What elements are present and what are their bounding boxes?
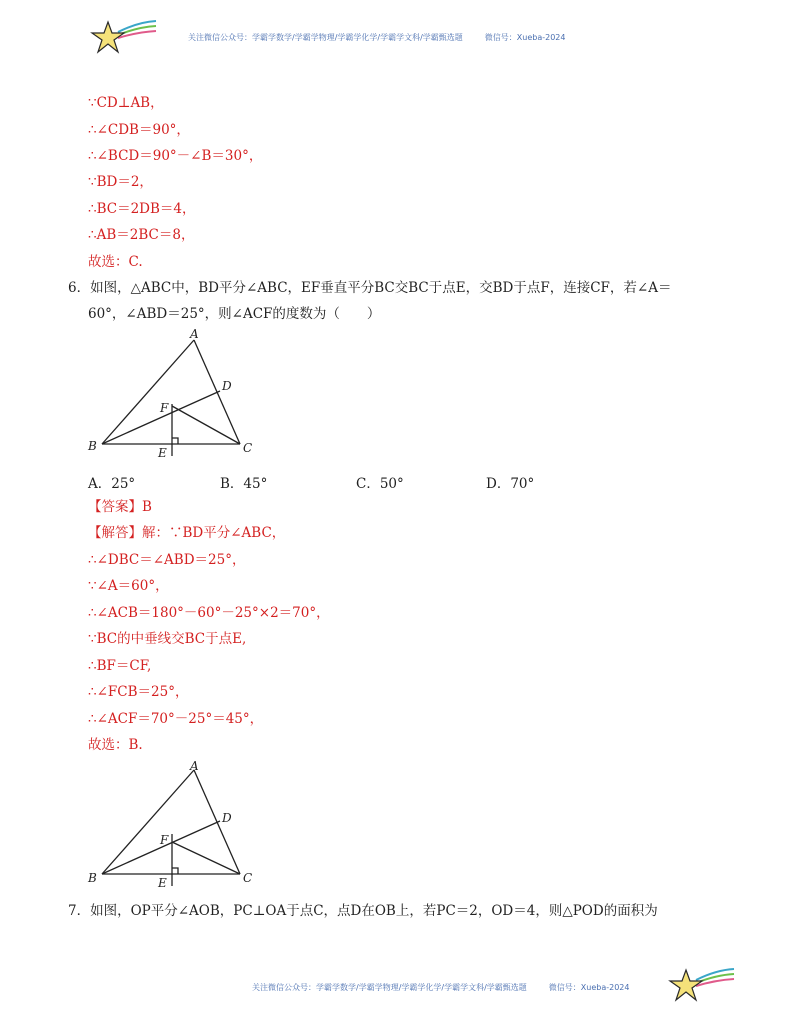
q6-solution-figure: [86, 756, 266, 892]
prev-solution-line: ∴AB＝2BC＝8，: [88, 227, 195, 243]
page-header: [188, 32, 565, 43]
solution-tag: 【解答】: [88, 525, 142, 541]
solution-line: ∴∠ACF＝70°－25°＝45°，: [88, 711, 264, 727]
answer-tag: 【答案】: [88, 499, 142, 515]
vertex-label-b: B: [88, 439, 97, 453]
q7-stem-line1: 7．如图，OP平分∠AOB，PC⊥OA于点C，点D在OB上，若PC＝2，OD＝4，则△POD的面积为: [68, 903, 658, 919]
solution-line: 故选：B.: [88, 737, 143, 753]
star-logo-icon: [88, 18, 160, 58]
header-account-text: 关注微信公众号：学霸学数学/学霸学物理/学霸学化学/学霸学文科/学霸甄选题: [188, 33, 463, 42]
q6-stem-line2: 60°，∠ABD＝25°，则∠ACF的度数为（ ）: [88, 306, 381, 322]
footer-wechat-id: 微信号：Xueba-2024: [548, 983, 630, 992]
solution-line: ∴∠DBC＝∠ABD＝25°，: [88, 552, 246, 568]
q6-triangle-figure: [86, 326, 266, 462]
answer-value: B: [142, 499, 152, 515]
footer-account-text: 关注微信公众号：学霸学数学/学霸学物理/学霸学化学/学霸学文科/学霸甄选题: [252, 983, 527, 992]
vertex-label-a: A: [190, 327, 199, 341]
vertex-label-f: F: [160, 401, 169, 415]
prev-solution-line: ∵CD⊥AB，: [88, 95, 164, 111]
vertex-label-e: E: [158, 876, 167, 890]
vertex-label-e: E: [158, 446, 167, 460]
prev-solution-line: 故选：C.: [88, 254, 143, 270]
q6-stem-line1: 6．如图，△ABC中，BD平分∠ABC，EF垂直平分BC交BC于点E，交BD于点F，连接CF，若∠A＝: [68, 280, 672, 296]
prev-solution-line: ∴∠BCD＝90°－∠B＝30°，: [88, 148, 263, 164]
q6-answer: [88, 498, 152, 516]
prev-solution-line: ∵BD＝2，: [88, 174, 153, 190]
solution-line: 解：∵BD平分∠ABC，: [142, 525, 286, 541]
vertex-label-d: D: [222, 811, 232, 825]
solution-line: ∵∠A＝60°，: [88, 578, 169, 594]
q6-option-d: D．70°: [486, 476, 535, 492]
solution-line: ∴∠FCB＝25°，: [88, 684, 189, 700]
solution-line: ∵BC的中垂线交BC于点E,: [88, 631, 247, 647]
q6-solution-first: [88, 524, 285, 542]
q6-option-b: B．45°: [220, 476, 268, 492]
star-logo-icon: [666, 966, 738, 1006]
vertex-label-d: D: [222, 379, 232, 393]
prev-solution-line: ∴∠CDB＝90°，: [88, 122, 190, 138]
solution-line: ∴BF＝CF,: [88, 658, 152, 674]
vertex-label-f: F: [160, 833, 169, 847]
header-wechat-id: 微信号：Xueba-2024: [484, 33, 566, 42]
page-footer: [252, 982, 629, 993]
vertex-label-c: C: [243, 441, 253, 455]
vertex-label-a: A: [190, 759, 199, 773]
vertex-label-c: C: [243, 871, 253, 885]
prev-solution-line: ∴BC＝2DB＝4，: [88, 201, 196, 217]
solution-line: ∴∠ACB＝180°－60°－25°×2＝70°，: [88, 605, 330, 621]
q6-option-c: C．50°: [356, 476, 404, 492]
q6-option-a: A．25°: [88, 476, 136, 492]
vertex-label-b: B: [88, 871, 97, 885]
